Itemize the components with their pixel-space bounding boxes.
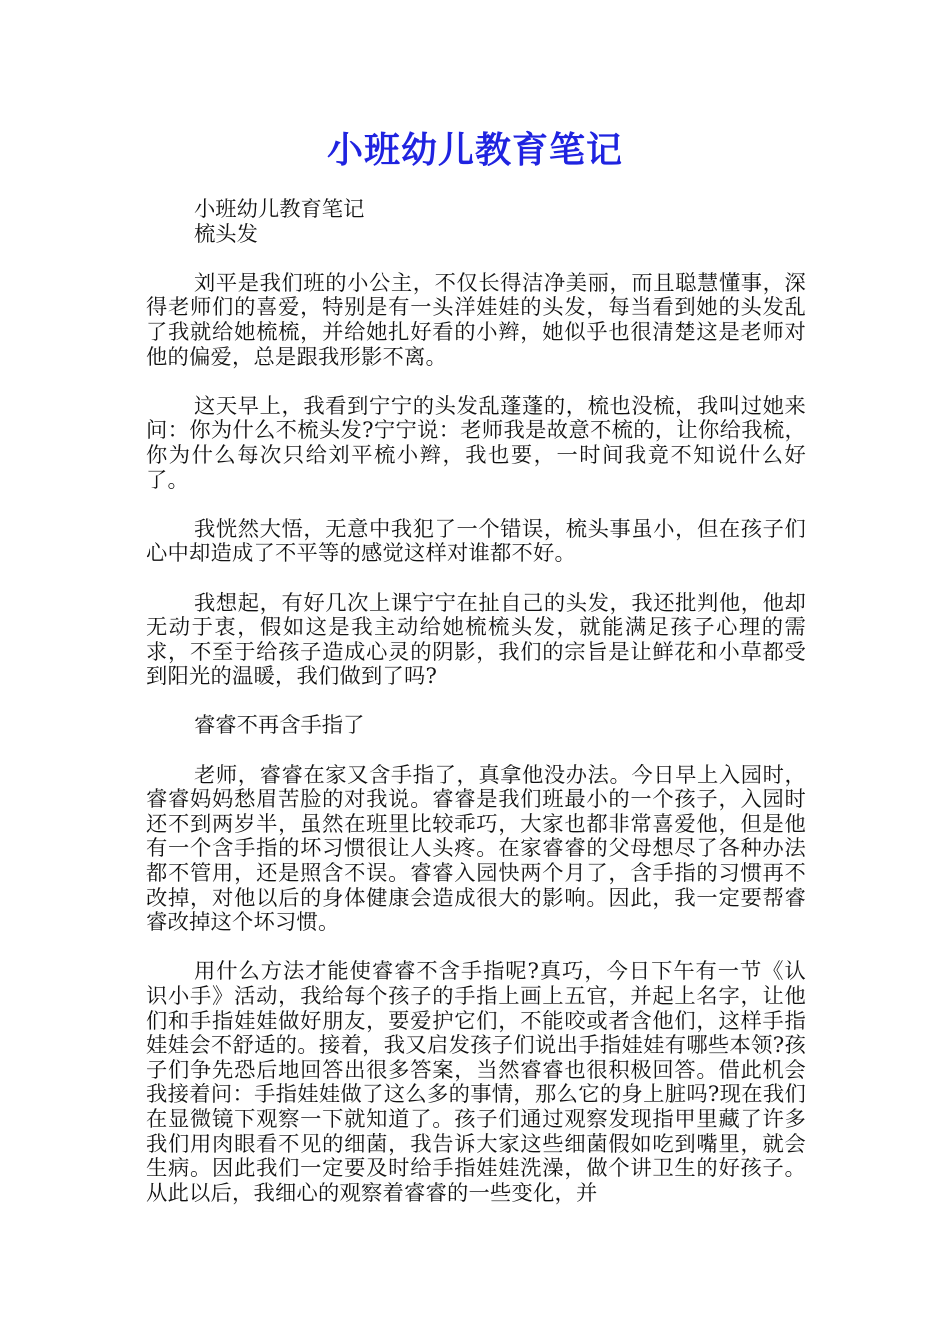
paragraph-4: 我想起，有好几次上课宁宁在扯自己的头发，我还批判他，他却无动于衷，假如这是我主动给她梳梳头发，就能满足孩子心理的需求，不至于给孩子造成心灵的阴影，我们的宗旨是让鲜花和小草都受到阳光的温暖，我们做到了吗?	[146, 590, 806, 690]
document-title: 小班幼儿教育笔记	[326, 129, 623, 171]
paragraph-1: 刘平是我们班的小公主，不仅长得洁净美丽，而且聪慧懂事，深得老师们的喜爱，特别是有一头洋娃娃的头发，每当看到她的头发乱了我就给她梳梳，并给她扎好看的小辫，她似乎也很清楚这是老师对他的偏爱，总是跟我形影不离。	[146, 270, 806, 370]
document-body	[146, 198, 806, 1231]
paragraph-3: 我恍然大悟，无意中我犯了一个错误，梳头事虽小，但在孩子们心中却造成了不平等的感觉这样对谁都不好。	[146, 516, 806, 567]
section-heading-comb-hair: 梳头发	[194, 221, 258, 247]
spacer	[146, 247, 806, 272]
paragraph-2: 这天早上，我看到宁宁的头发乱蓬蓬的，梳也没梳，我叫过她来问：你为什么不梳头发?宁宁说：老师我是故意不梳的，让你给我梳，你为什么每次只给刘平梳小辫，我也要，一时间我竟不知说什么好了。	[146, 393, 806, 493]
paragraph-5: 老师，睿睿在家又含手指了，真拿他没办法。今日早上入园时，睿睿妈妈愁眉苦脸的对我说。睿睿是我们班最小的一个孩子，入园时还不到两岁半，虽然在班里比较乖巧，大家也都非常喜爱他，但是他有一个含手指的坏习惯很让人头疼。在家睿睿的父母想尽了各种办法都不管用，还是照含不误。睿睿入园快两个月了，含手指的习惯再不改掉，对他以后的身体健康会造成很大的影响。因此，我一定要帮睿睿改掉这个坏习惯。	[146, 762, 806, 936]
paragraph-6: 用什么方法才能使睿睿不含手指呢?真巧，今日下午有一节《认识小手》活动，我给每个孩子的手指上画上五官，并起上名字，让他们和手指娃娃做好朋友，要爱护它们，不能咬或者含他们，这样手指娃娃会不舒适的。接着，我又启发孩子们说出手指娃娃有哪些本领?孩子们争先恐后地回答出很多答案，当然睿睿也很积极回答。借此机会我接着问：手指娃娃做了这么多的事情，那么它的身上脏吗?现在我们在显微镜下观察一下就知道了。孩子们通过观察发现指甲里藏了许多我们用肉眼看不见的细菌，我告诉大家这些细菌假如吃到嘴里，就会生病。因此我们一定要及时给手指娃娃洗澡，做个讲卫生的好孩子。从此以后，我细心的观察着睿睿的一些变化，并	[146, 959, 806, 1206]
subtitle-line: 小班幼儿教育笔记	[194, 197, 365, 222]
section-heading-finger: 睿睿不再含手指了	[194, 713, 365, 739]
